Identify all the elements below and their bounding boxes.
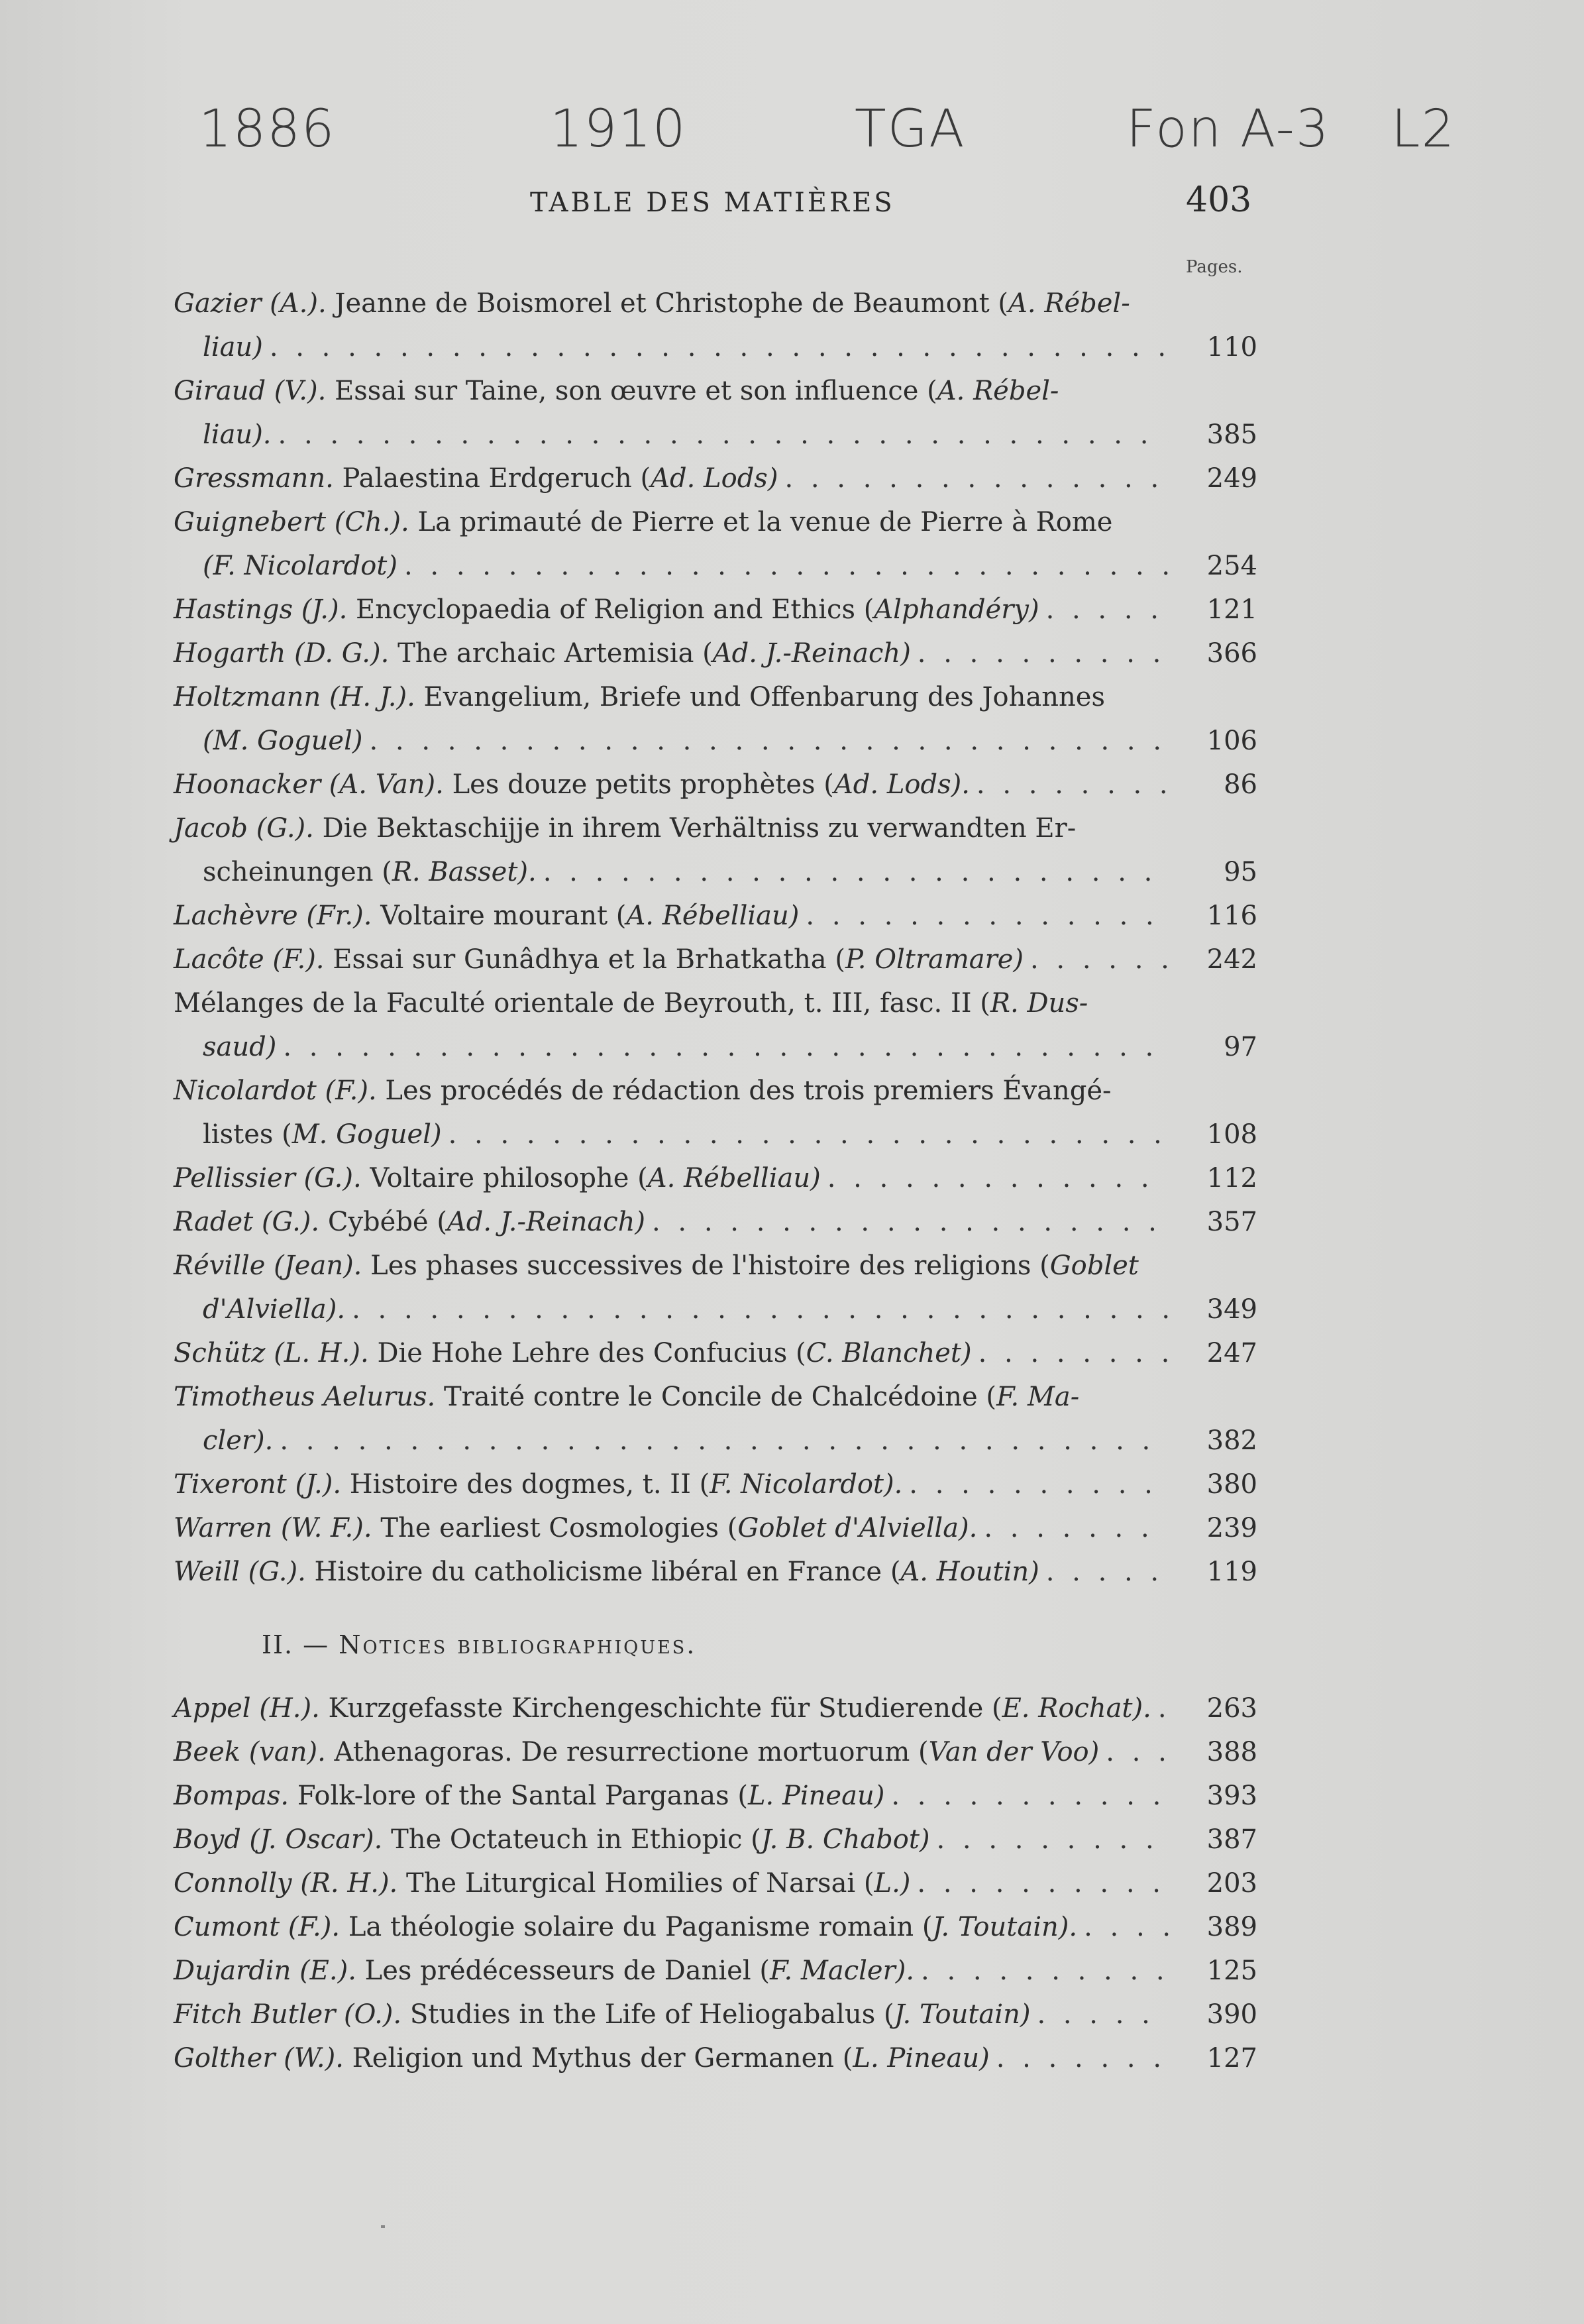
toc-entry [174,457,1257,500]
entry-reviewer: L.) [874,1868,911,1899]
entry-reviewer: R. Basset). [392,857,537,887]
toc-entry [174,894,1257,938]
toc-entry [174,1993,1257,2036]
entry-title-cont: scheinungen ( [203,857,392,887]
entry-reviewer: A. Rébel- [937,376,1059,406]
entry-author: Lachèvre (Fr.). [174,901,372,931]
entry-author: Pellissier (G.). [174,1163,362,1193]
entry-page: 119 [1206,1557,1257,1587]
toc-entry [174,1774,1257,1818]
entry-page: 108 [1206,1119,1257,1150]
entry-reviewer-cont: saud) [203,1032,277,1062]
handwritten-mark: 1886 [199,99,336,159]
toc-entry [174,981,1257,1069]
pages-column-label: Pages. [1186,257,1243,277]
toc-entry [174,1687,1257,1730]
entry-title: Evangelium, Briefe und Offenbarung des Johannes [423,682,1105,712]
entry-title: Mélanges de la Faculté orientale de Beyrouth, t. III, fasc. II ( [174,988,990,1019]
entry-title: Les procédés de rédaction des trois premiers Évangé- [385,1076,1112,1106]
entry-reviewer: Ad. Lods). [833,769,970,800]
entry-page: 97 [1224,1032,1257,1062]
toc-entry [174,938,1257,981]
toc-entry [174,1463,1257,1506]
entry-author: Fitch Butler (O.). [174,1999,402,2030]
toc-entry [174,369,1257,457]
entry-page: 127 [1206,2043,1257,2074]
entry-page: 121 [1206,594,1257,625]
entry-title: Histoire des dogmes, t. II ( [349,1469,710,1500]
toc-entry [174,1375,1257,1463]
entry-reviewer: Ad. Lods) [651,463,778,494]
entry-reviewer: A. Rébelliau) [647,1163,821,1193]
entry-title: Voltaire philosophe ( [370,1163,648,1193]
section-title: Notices bibliographiques. [339,1630,697,1659]
handwritten-mark: Fon A-3 [1126,99,1330,159]
entry-page: 385 [1206,419,1257,450]
section-heading [262,1630,696,1659]
toc-entry [174,1550,1257,1594]
entry-reviewer: E. Rochat). [1002,1693,1151,1724]
toc-entry [174,588,1257,632]
entry-reviewer: Ad. J.-Reinach) [447,1207,645,1237]
entry-title: Athenagoras. De resurrectione mortuorum ( [334,1737,929,1767]
toc-entry [174,500,1257,588]
entry-reviewer: R. Dus- [990,988,1088,1019]
entry-title: The Octateuch in Ethiopic ( [391,1824,761,1855]
entry-reviewer: P. Oltramare) [845,944,1024,975]
entry-author: Warren (W. F.). [174,1513,372,1543]
entry-page: 389 [1206,1912,1257,1942]
entry-reviewer: F. Ma- [996,1382,1080,1412]
entry-author: Hogarth (D. G.). [174,638,390,669]
entry-page: 387 [1206,1824,1257,1855]
toc-entry [174,1949,1257,1993]
entry-page: 366 [1206,638,1257,669]
entry-reviewer: L. Pineau) [853,2043,990,2074]
entry-title: Kurzgefasste Kirchengeschichte für Studierende ( [328,1693,1002,1724]
entry-title: The earliest Cosmologies ( [380,1513,738,1543]
handwritten-mark: L2 [1391,99,1456,159]
entry-page: 388 [1206,1737,1257,1767]
entry-page: 95 [1224,857,1257,887]
entry-title: Jeanne de Boismorel et Christophe de Beaumont ( [335,288,1009,319]
entry-title: Cybébé ( [327,1207,447,1237]
entry-reviewer: Van der Voo) [928,1737,1100,1767]
entry-author: Gazier (A.). [174,288,327,319]
toc-entry [174,675,1257,763]
entry-title: Die Bektaschijje in ihrem Verhältniss zu verwandten Er- [322,813,1077,844]
paper-speck [381,2225,385,2228]
toc-entry [174,1506,1257,1550]
entry-title: La théologie solaire du Paganisme romain ( [348,1912,933,1942]
entry-author: Tixeront (J.). [174,1469,342,1500]
entry-reviewer: A. Rébelliau) [626,901,800,931]
toc-entry [174,632,1257,675]
entry-page: 112 [1206,1163,1257,1193]
toc-entry [174,1730,1257,1774]
entry-reviewer-cont: cler). [203,1425,274,1456]
entry-page: 86 [1224,769,1257,800]
entry-page: 116 [1206,901,1257,931]
entry-title: Religion und Mythus der Germanen ( [352,2043,853,2074]
entry-reviewer: A. Rébel- [1008,288,1130,319]
entry-page: 393 [1206,1781,1257,1811]
entry-reviewer: Alphandéry) [874,594,1039,625]
entry-author: Nicolardot (F.). [174,1076,377,1106]
entry-author: Dujardin (E.). [174,1956,356,1986]
entry-author: Jacob (G.). [174,813,314,844]
entry-reviewer-cont: liau) [203,332,263,362]
entry-title: Folk-lore of the Santal Parganas ( [297,1781,748,1811]
toc-entry [174,1905,1257,1949]
entry-title: Studies in the Life of Heliogabalus ( [409,1999,894,2030]
entry-reviewer: Goblet d'Alviella). [737,1513,978,1543]
entry-page: 203 [1206,1868,1257,1899]
entry-reviewer: M. Goguel) [291,1119,442,1150]
toc-entry [174,1156,1257,1200]
entry-title: Encyclopaedia of Religion and Ethics ( [356,594,874,625]
entry-reviewer: J. B. Chabot) [761,1824,930,1855]
entry-title: Les douze petits prophètes ( [452,769,834,800]
entry-author: Boyd (J. Oscar). [174,1824,383,1855]
entry-page: 242 [1206,944,1257,975]
entry-page: 254 [1206,551,1257,581]
entry-author: Weill (G.). [174,1557,306,1587]
entry-author: Appel (H.). [174,1693,320,1724]
entry-reviewer: J. Toutain). [932,1912,1078,1942]
entry-page: 249 [1206,463,1257,494]
toc-entry [174,763,1257,806]
entry-title: Essai sur Gunâdhya et la Brhatkatha ( [333,944,845,975]
entry-author: Cumont (F.). [174,1912,341,1942]
entry-author: Réville (Jean). [174,1250,362,1281]
entry-reviewer: L. Pineau) [747,1781,885,1811]
entry-reviewer: J. Toutain) [894,1999,1031,2030]
page-number: 403 [1186,180,1252,220]
entry-title: La primauté de Pierre et la venue de Pierre à Rome [417,507,1113,537]
handwritten-mark: TGA [855,99,966,159]
entry-page: 125 [1206,1956,1257,1986]
entry-page: 380 [1206,1469,1257,1500]
entry-title: Palaestina Erdgeruch ( [342,463,651,494]
entry-page: 106 [1206,726,1257,756]
entry-page: 390 [1206,1999,1257,2030]
entry-author: Hastings (J.). [174,594,348,625]
entry-title: Essai sur Taine, son œuvre et son influence ( [335,376,937,406]
entry-author: Bompas. [174,1781,290,1811]
entry-reviewer: (M. Goguel) [203,726,363,756]
entry-title: Les phases successives de l'histoire des religions ( [370,1250,1050,1281]
toc-entry [174,2036,1257,2080]
entry-reviewer-cont: d'Alviella). [203,1294,346,1325]
entry-title-cont: listes ( [203,1119,292,1150]
entry-title: Histoire du catholicisme libéral en France ( [314,1557,901,1587]
entry-title: The Liturgical Homilies of Narsai ( [405,1868,874,1899]
toc-entry [174,1069,1257,1156]
toc-entry [174,1331,1257,1375]
entry-page: 247 [1206,1338,1257,1368]
entry-author: Connolly (R. H.). [174,1868,398,1899]
entry-author: Giraud (V.). [174,376,327,406]
entry-reviewer: A. Houtin) [900,1557,1039,1587]
entry-author: Golther (W.). [174,2043,344,2074]
section-number: II. — [262,1630,330,1659]
entry-author: Hoonacker (A. Van). [174,769,444,800]
entry-reviewer: Ad. J.-Reinach) [712,638,911,669]
toc-entry [174,1200,1257,1244]
entry-title: The archaic Artemisia ( [397,638,713,669]
entry-title: Traité contre le Concile de Chalcédoine ( [443,1382,996,1412]
entry-author: Gressmann. [174,463,334,494]
entry-reviewer: (F. Nicolardot) [203,551,397,581]
entry-page: 110 [1206,332,1257,362]
toc-entry [174,1244,1257,1331]
entry-title: Les prédécesseurs de Daniel ( [364,1956,770,1986]
entry-page: 239 [1206,1513,1257,1543]
toc-entry [174,1861,1257,1905]
entry-reviewer: C. Blanchet) [806,1338,972,1368]
toc-entry [174,806,1257,894]
entry-page: 357 [1206,1207,1257,1237]
entry-page: 382 [1206,1425,1257,1456]
entry-author: Holtzmann (H. J.). [174,682,415,712]
entry-author: Lacôte (F.). [174,944,325,975]
entry-author: Timotheus Aelurus. [174,1382,436,1412]
entry-reviewer-cont: liau). [203,419,272,450]
toc-entry [174,282,1257,369]
entry-author: Beek (van). [174,1737,326,1767]
entry-author: Schütz (L. H.). [174,1338,369,1368]
entry-reviewer: F. Macler). [769,1956,915,1986]
entry-reviewer: Goblet [1049,1250,1139,1281]
running-title: TABLE DES MATIÈRES [530,188,895,218]
entry-author: Radet (G.). [174,1207,320,1237]
entry-page: 349 [1206,1294,1257,1325]
toc-entry [174,1818,1257,1861]
entry-title: Voltaire mourant ( [380,901,627,931]
entry-reviewer: F. Nicolardot). [710,1469,903,1500]
handwritten-mark: 1910 [550,99,687,159]
entry-title: Die Hohe Lehre des Confucius ( [377,1338,806,1368]
entry-page: 263 [1206,1693,1257,1724]
entry-author: Guignebert (Ch.). [174,507,409,537]
